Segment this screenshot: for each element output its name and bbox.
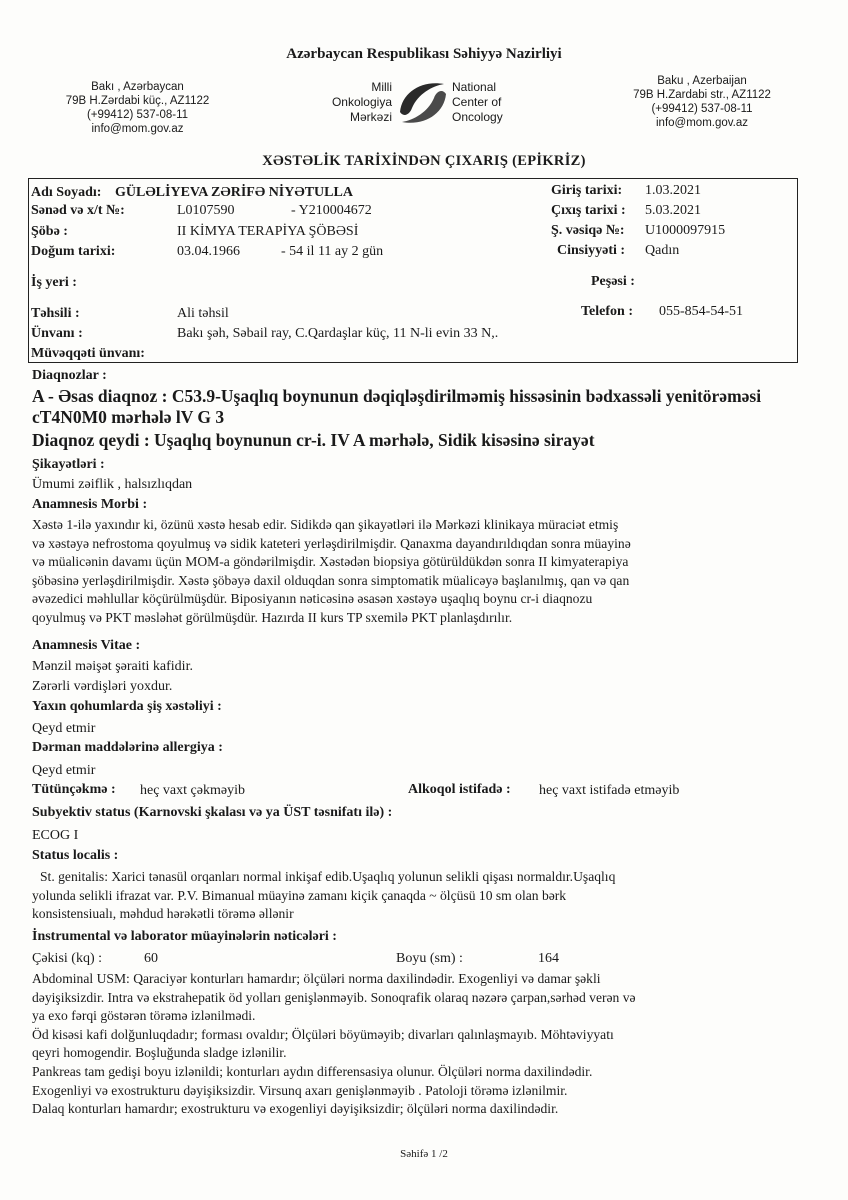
address-email: info@mom.gov.az <box>656 117 748 129</box>
address-label: Ünvanı : <box>31 326 83 341</box>
alcohol-label: Alkoqol istifadə : <box>408 782 511 797</box>
diagnoses-label: Diaqnozlar : <box>32 368 107 383</box>
text-line: Abdominal USM: Qaraciyər konturları hamardır; ölçüləri norma daxilindədir. Exogenliyi və damar şəkli <box>32 971 601 986</box>
text-line: Pankreas tam gedişi boyu izlənildi; konturları aydın differensasiya olunur. Ölçüləri norma daxilindədir. <box>32 1063 593 1079</box>
name-label: Adı Soyadı: <box>31 185 102 200</box>
anamnesis-morbi-label: Anamnesis Morbi : <box>32 497 148 512</box>
text-line: yolunda selikli ifrazat var. P.V. Bimanual müayinə zamanı kiçik çanaqda ~ ölçüsü 10 sm olan bərk <box>32 887 567 903</box>
weight-label: Çəkisi (kq) : <box>32 951 102 966</box>
text-line: Xəstə 1-ilə yaxındır ki, özünü xəstə hesab edir. Sidikdə qan şikayətləri ilə Mərkəzi klinikaya müraciət etmiş <box>32 517 619 532</box>
id-card-number: U1000097915 <box>645 223 726 238</box>
education-label: Təhsili : <box>31 306 80 321</box>
family-history-label: Yaxın qohumlarda şiş xəstəliyi : <box>32 699 222 714</box>
address-line: Bakı , Azərbaycan <box>91 81 184 93</box>
age: - 54 il 11 ay 2 gün <box>281 244 384 259</box>
address-left <box>50 80 225 136</box>
logo-text-az <box>300 80 392 125</box>
education: Ali təhsil <box>177 306 229 321</box>
department: II KİMYA TERAPİYA ŞÖBƏSİ <box>177 224 359 239</box>
workplace-label: İş yeri : <box>31 275 77 290</box>
allergy-label: Dərman maddələrinə allergiya : <box>32 740 223 755</box>
subjective-status-label: Subyektiv status (Karnovski şkalası və ya ÜST təsnifatı ilə) : <box>32 805 393 820</box>
instrumental-label: İnstrumental və laborator müayinələrin nəticələri : <box>32 929 337 944</box>
complaints-label: Şikayətləri : <box>32 457 105 472</box>
sex: Qadın <box>645 243 680 258</box>
logo-line: Mərkəzi <box>349 110 392 124</box>
text-line: ya exo fərqi göstərən törəmə izlənilmədi. <box>32 1008 256 1024</box>
text-line: Dalaq konturları hamardır; exostrukturu və exogenliyi dəyişiksizdir; ölçüləri norma daxilindədir. <box>32 1101 559 1117</box>
admission-date: 1.03.2021 <box>645 183 701 198</box>
text-line: əvəzedici məhlullar köçürülmüşdür. Biposiyanın nəticəsinə əsasən xəstəyə uşaqlıq boynu cr-i diaqnozu <box>32 591 593 607</box>
text-line: qoyulmuş və PKT məsləhət görülmüşdür. Hazırda II kurs TP sxemilə PKT planlaşdırılır. <box>32 609 513 625</box>
page-number: Səhifə 1 /2 <box>400 1148 448 1160</box>
smoking-label: Tütünçəkmə : <box>32 782 116 797</box>
address-line: (+99412) 537-08-11 <box>86 109 189 121</box>
text-line: Exogenliyi və exostrukturu dəyişiksizdir. Virsunq axarı genişlənməyib . Patoloji törəmə izlənilmir. <box>32 1082 568 1098</box>
status-localis-label: Status localis : <box>32 848 119 863</box>
instrumental-results <box>32 970 794 1119</box>
text-line: qeyri homogendir. Boşluğunda sladge izlənilir. <box>32 1045 287 1061</box>
diagnosis-note: Diaqnoz qeydi : Uşaqlıq boynunun cr-i. IV A mərhələ, Sidik kisəsinə sirayət <box>32 430 595 450</box>
department-label: Şöbə : <box>31 224 68 239</box>
dob: 03.04.1966 <box>177 244 240 259</box>
text-line: konsistensiualı, məhdud hərəkətli törəmə əllənir <box>32 906 294 922</box>
anamnesis-vitae-label: Anamnesis Vitae : <box>32 638 141 653</box>
discharge-date-label: Çıxış tarixi : <box>551 203 626 218</box>
anamnesis-vitae-line: Mənzil məişət şəraiti kafidir. <box>32 659 193 674</box>
text-line: və xəstəyə nefrostoma qoyulmuş və sidik kateteri yerləşdirilmişdir. Qanaxma dayandırıldıqdan sonra müayinə <box>32 535 631 551</box>
text-line: şöbəsinə yerləşdirilmişdir. Xəstə şöbəyə daxil olduqdan sonra simptomatik müalicəyə başlanılmış, qan və qan <box>32 572 630 588</box>
height: 164 <box>538 951 559 966</box>
ministry-title: Azərbaycan Respublikası Səhiyyə Nazirliyi <box>286 46 562 62</box>
height-label: Boyu (sm) : <box>396 951 463 966</box>
logo-text-en <box>452 80 542 125</box>
dob-label: Doğum tarixi: <box>31 244 116 259</box>
address-email: info@mom.gov.az <box>91 123 184 135</box>
logo-line: Center of <box>452 95 502 109</box>
patient-name: GÜLƏLİYEVA ZƏRİFƏ NİYƏTULLA <box>115 185 353 200</box>
family-history: Qeyd etmir <box>32 721 96 736</box>
main-diagnosis: A - Əsas diaqnoz : C53.9-Uşaqlıq boynunun dəqiqləşdirilməmiş hissəsinin bədxassəli yenitörəməsi cT4N0M0 mərhələ lV G 3 <box>32 386 762 427</box>
address-line: (+99412) 537-08-11 <box>651 103 753 115</box>
patient-address: Bakı şəh, Səbail ray, C.Qardaşlar küç, 11 N-li evin 33 N,. <box>177 326 499 341</box>
logo-line: National <box>452 80 497 94</box>
sex-label: Cinsiyyəti : <box>557 243 626 258</box>
phone: 055-854-54-51 <box>659 304 743 319</box>
address-line: 79B H.Zardabi str., AZ1122 <box>633 89 771 101</box>
logo-line: Milli <box>371 80 392 94</box>
oncology-center-logo <box>300 72 530 142</box>
status-localis <box>32 868 794 924</box>
doc-number-label: Sənəd və x/t №: <box>31 203 125 218</box>
id-card-label: Ş. vəsiqə №: <box>551 223 625 238</box>
address-line: 79B H.Zərdabi küç., AZ1122 <box>65 95 210 107</box>
allergy: Qeyd etmir <box>32 763 96 778</box>
alcohol: heç vaxt istifadə etməyib <box>539 783 680 798</box>
text-line: Öd kisəsi kafi dolğunluqdadır; forması ovaldır; Ölçüləri böyüməyib; divarları qalınlaşmayıb. Möhtəviyyatı <box>32 1026 614 1042</box>
text-line: dəyişiksizdir. Intra və ekstrahepatik öd yolları genişlənməyib. Sonoqrafik olaraq nəzərə çarpan,sərhəd verən və <box>32 989 636 1005</box>
hands-emblem-icon <box>392 72 454 134</box>
address-right <box>612 74 792 130</box>
subjective-status: ECOG I <box>32 828 79 843</box>
address-line: Baku , Azerbaijan <box>657 75 747 87</box>
admission-date-label: Giriş tarixi: <box>551 183 623 198</box>
doc-number: L0107590 <box>177 203 235 218</box>
patient-info-box <box>28 178 798 363</box>
anamnesis-vitae-line: Zərərli vərdişləri yoxdur. <box>32 679 173 694</box>
phone-label: Telefon : <box>581 304 633 319</box>
anamnesis-morbi <box>32 516 794 628</box>
smoking: heç vaxt çəkməyib <box>140 783 245 798</box>
weight: 60 <box>144 951 158 966</box>
case-number: - Y210004672 <box>291 203 372 218</box>
logo-line: Onkologiya <box>331 95 392 109</box>
discharge-date: 5.03.2021 <box>645 203 701 218</box>
text-line: St. genitalis: Xarici tənasül orqanları normal inkişaf edib.Uşaqlıq yolunun selikli qişası normaldır.Uşaqlıq <box>40 869 616 884</box>
complaints: Ümumi zəiflik , halsızlıqdan <box>32 477 193 492</box>
document-title: XƏSTƏLİK TARİXİNDƏN ÇIXARIŞ (EPİKRİZ) <box>262 153 586 169</box>
logo-line: Oncology <box>452 110 503 124</box>
text-line: və müalicənin davamı üçün MOM-a göndərilmişdir. Xəstədən biopsiya götürüldükdən sonra II kimyaterapiya <box>32 554 629 570</box>
profession-label: Peşəsi : <box>591 274 635 289</box>
temp-address-label: Müvəqqəti ünvanı: <box>31 346 145 361</box>
